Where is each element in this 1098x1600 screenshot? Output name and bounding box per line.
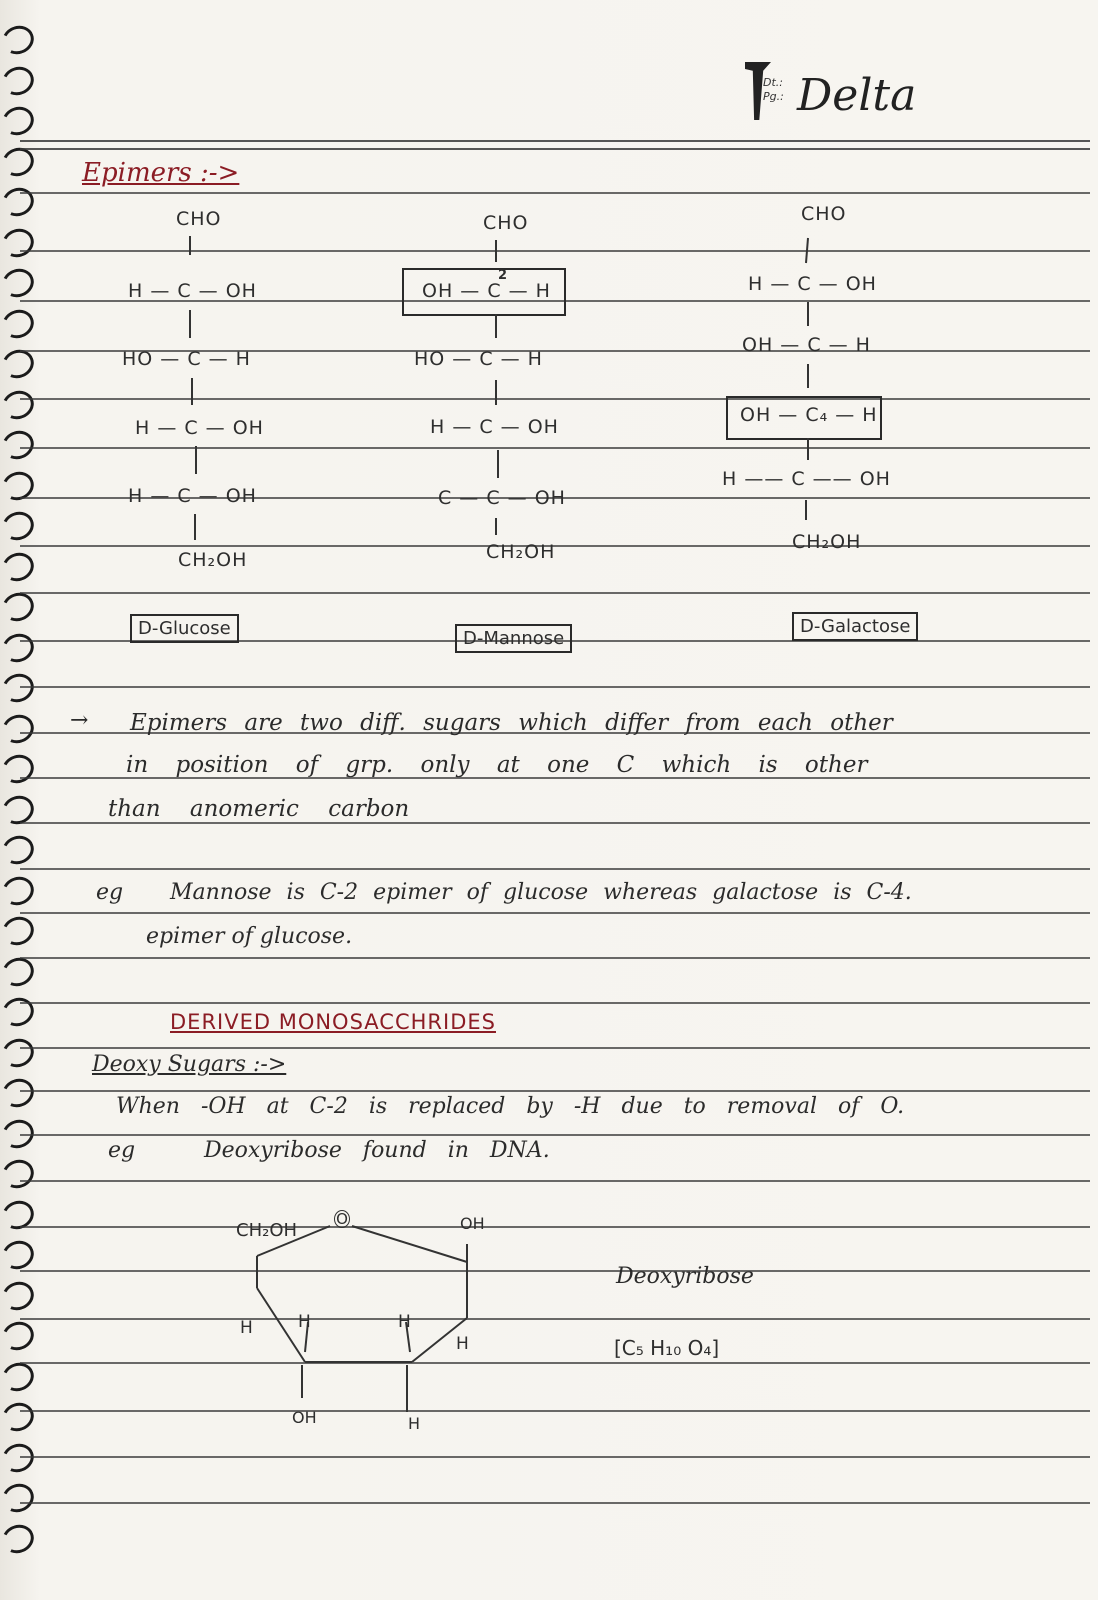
ruled-line [20, 686, 1090, 688]
ring-ch2oh: CH₂OH [236, 1220, 298, 1241]
spiral-ring [0, 548, 38, 585]
epimers-heading: Epimers :-> [82, 158, 240, 188]
ruled-line [20, 912, 1090, 914]
spiral-ring [0, 872, 38, 909]
example-line2: epimer of glucose. [146, 924, 353, 949]
s1-row4: H — C — OH [128, 485, 257, 507]
date-label: Dt.: [763, 76, 783, 89]
spiral-ring [0, 21, 38, 58]
s1-bottom: CH₂OH [178, 549, 248, 571]
ring-oh-top: OH [460, 1214, 485, 1233]
ruled-line [20, 868, 1090, 870]
definition-line3: than anomeric carbon [108, 796, 410, 822]
ruled-line [20, 1270, 1090, 1272]
spiral-ring [0, 305, 38, 342]
ring-h-bottom: H [408, 1414, 422, 1433]
brand-name: Delta [797, 70, 917, 121]
spiral-ring [0, 183, 38, 220]
spiral-ring [0, 426, 38, 463]
s1-label: D-Glucose [130, 614, 239, 643]
ruled-line [20, 1502, 1090, 1504]
s2-bottom: CH₂OH [486, 541, 556, 563]
ruled-line [20, 447, 1090, 449]
s3-row4: H —— C —— OH [722, 468, 891, 490]
ring-oh-bottom: OH [292, 1408, 317, 1427]
spiral-ring [0, 102, 38, 139]
ruled-line [20, 1410, 1090, 1412]
spiral-ring [0, 1358, 38, 1395]
s1-row2: HO — C — H [122, 348, 251, 370]
spiral-ring [0, 467, 38, 504]
spiral-ring [0, 62, 38, 99]
derived-line1: When -OH at C-2 is replaced by -H due to removal of O. [116, 1094, 905, 1119]
spiral-ring [0, 386, 38, 423]
ruled-line [20, 592, 1090, 594]
spiral-ring [0, 953, 38, 990]
ring-h3: H [398, 1312, 412, 1332]
ruled-line [20, 192, 1090, 194]
spiral-ring [0, 1155, 38, 1192]
spiral-ring [0, 1196, 38, 1233]
s2-top: CHO [483, 212, 529, 234]
spiral-ring [0, 224, 38, 261]
spiral-ring [0, 1317, 38, 1354]
example-prefix: eg [96, 880, 124, 905]
spiral-ring [0, 1277, 38, 1314]
ruled-line [20, 140, 1090, 142]
spiral-ring [0, 993, 38, 1030]
spiral-ring [0, 1398, 38, 1435]
ruled-line [20, 1226, 1090, 1228]
spiral-ring [0, 1439, 38, 1476]
ruled-line [20, 1180, 1090, 1182]
ruled-line [20, 250, 1090, 252]
brand-logo [735, 62, 975, 132]
s3-top: CHO [801, 203, 847, 225]
derived-eg: eg [108, 1138, 136, 1163]
spiral-ring [0, 629, 38, 666]
s1-row3: H — C — OH [135, 417, 264, 439]
s3-bottom: CH₂OH [792, 531, 862, 553]
spiral-ring [0, 912, 38, 949]
ruled-line [20, 957, 1090, 959]
ruled-line [20, 1318, 1090, 1320]
ruled-line [20, 398, 1090, 400]
derived-title: DERIVED MONOSACCHRIDES [170, 1010, 496, 1034]
spiral-ring [0, 831, 38, 868]
s2-label: D-Mannose [455, 624, 572, 653]
ring-oxygen: O [334, 1210, 350, 1228]
ring-h1: H [240, 1318, 254, 1338]
spiral-ring [0, 710, 38, 747]
page-label: Pg.: [763, 90, 784, 103]
ruled-line [20, 1047, 1090, 1049]
s3-row1: H — C — OH [748, 273, 877, 295]
ruled-line [20, 1456, 1090, 1458]
s3-label: D-Galactose [792, 612, 918, 641]
s2-row4: C — C — OH [438, 487, 566, 509]
ring-bonds [0, 0, 1, 1]
ring-h2: H [298, 1312, 312, 1332]
definition-line1: Epimers are two diff. sugars which differ from each other [130, 710, 893, 736]
spiral-ring [0, 1479, 38, 1516]
definition-line2: in position of grp. only at one C which is other [126, 752, 868, 778]
definition-arrow: → [70, 708, 89, 733]
s1-row1: H — C — OH [128, 280, 257, 302]
spiral-ring [0, 1034, 38, 1071]
spiral-ring [0, 1520, 38, 1557]
ruled-line [20, 1002, 1090, 1004]
example-line1: Mannose is C-2 epimer of glucose whereas galactose is C-4. [170, 880, 912, 905]
ruled-line [20, 822, 1090, 824]
ring-name: Deoxyribose [616, 1264, 754, 1289]
spiral-ring [0, 669, 38, 706]
spiral-ring [0, 264, 38, 301]
spiral-ring [0, 750, 38, 787]
derived-line2: Deoxyribose found in DNA. [204, 1138, 550, 1163]
spiral-ring [0, 588, 38, 625]
spiral-ring [0, 1236, 38, 1273]
s2-row1: OH — C — H [422, 280, 551, 302]
date-page-box [763, 76, 784, 104]
ruled-line [20, 148, 1090, 150]
s1-top: CHO [176, 208, 222, 230]
s2-row3: H — C — OH [430, 416, 559, 438]
ring-h4: H [456, 1334, 470, 1354]
ruled-line [20, 1362, 1090, 1364]
ruled-line [20, 1090, 1090, 1092]
ring-formula: [C₅ H₁₀ O₄] [614, 1336, 720, 1360]
s3-row3: OH — C₄ — H [740, 404, 878, 426]
s2-row2: HO — C — H [414, 348, 543, 370]
spiral-ring [0, 1074, 38, 1111]
spiral-ring [0, 507, 38, 544]
ruled-line [20, 1134, 1090, 1136]
deoxy-subheading: Deoxy Sugars :-> [92, 1052, 287, 1077]
s3-row2: OH — C — H [742, 334, 871, 356]
s2-c-number: 2 [498, 268, 509, 283]
